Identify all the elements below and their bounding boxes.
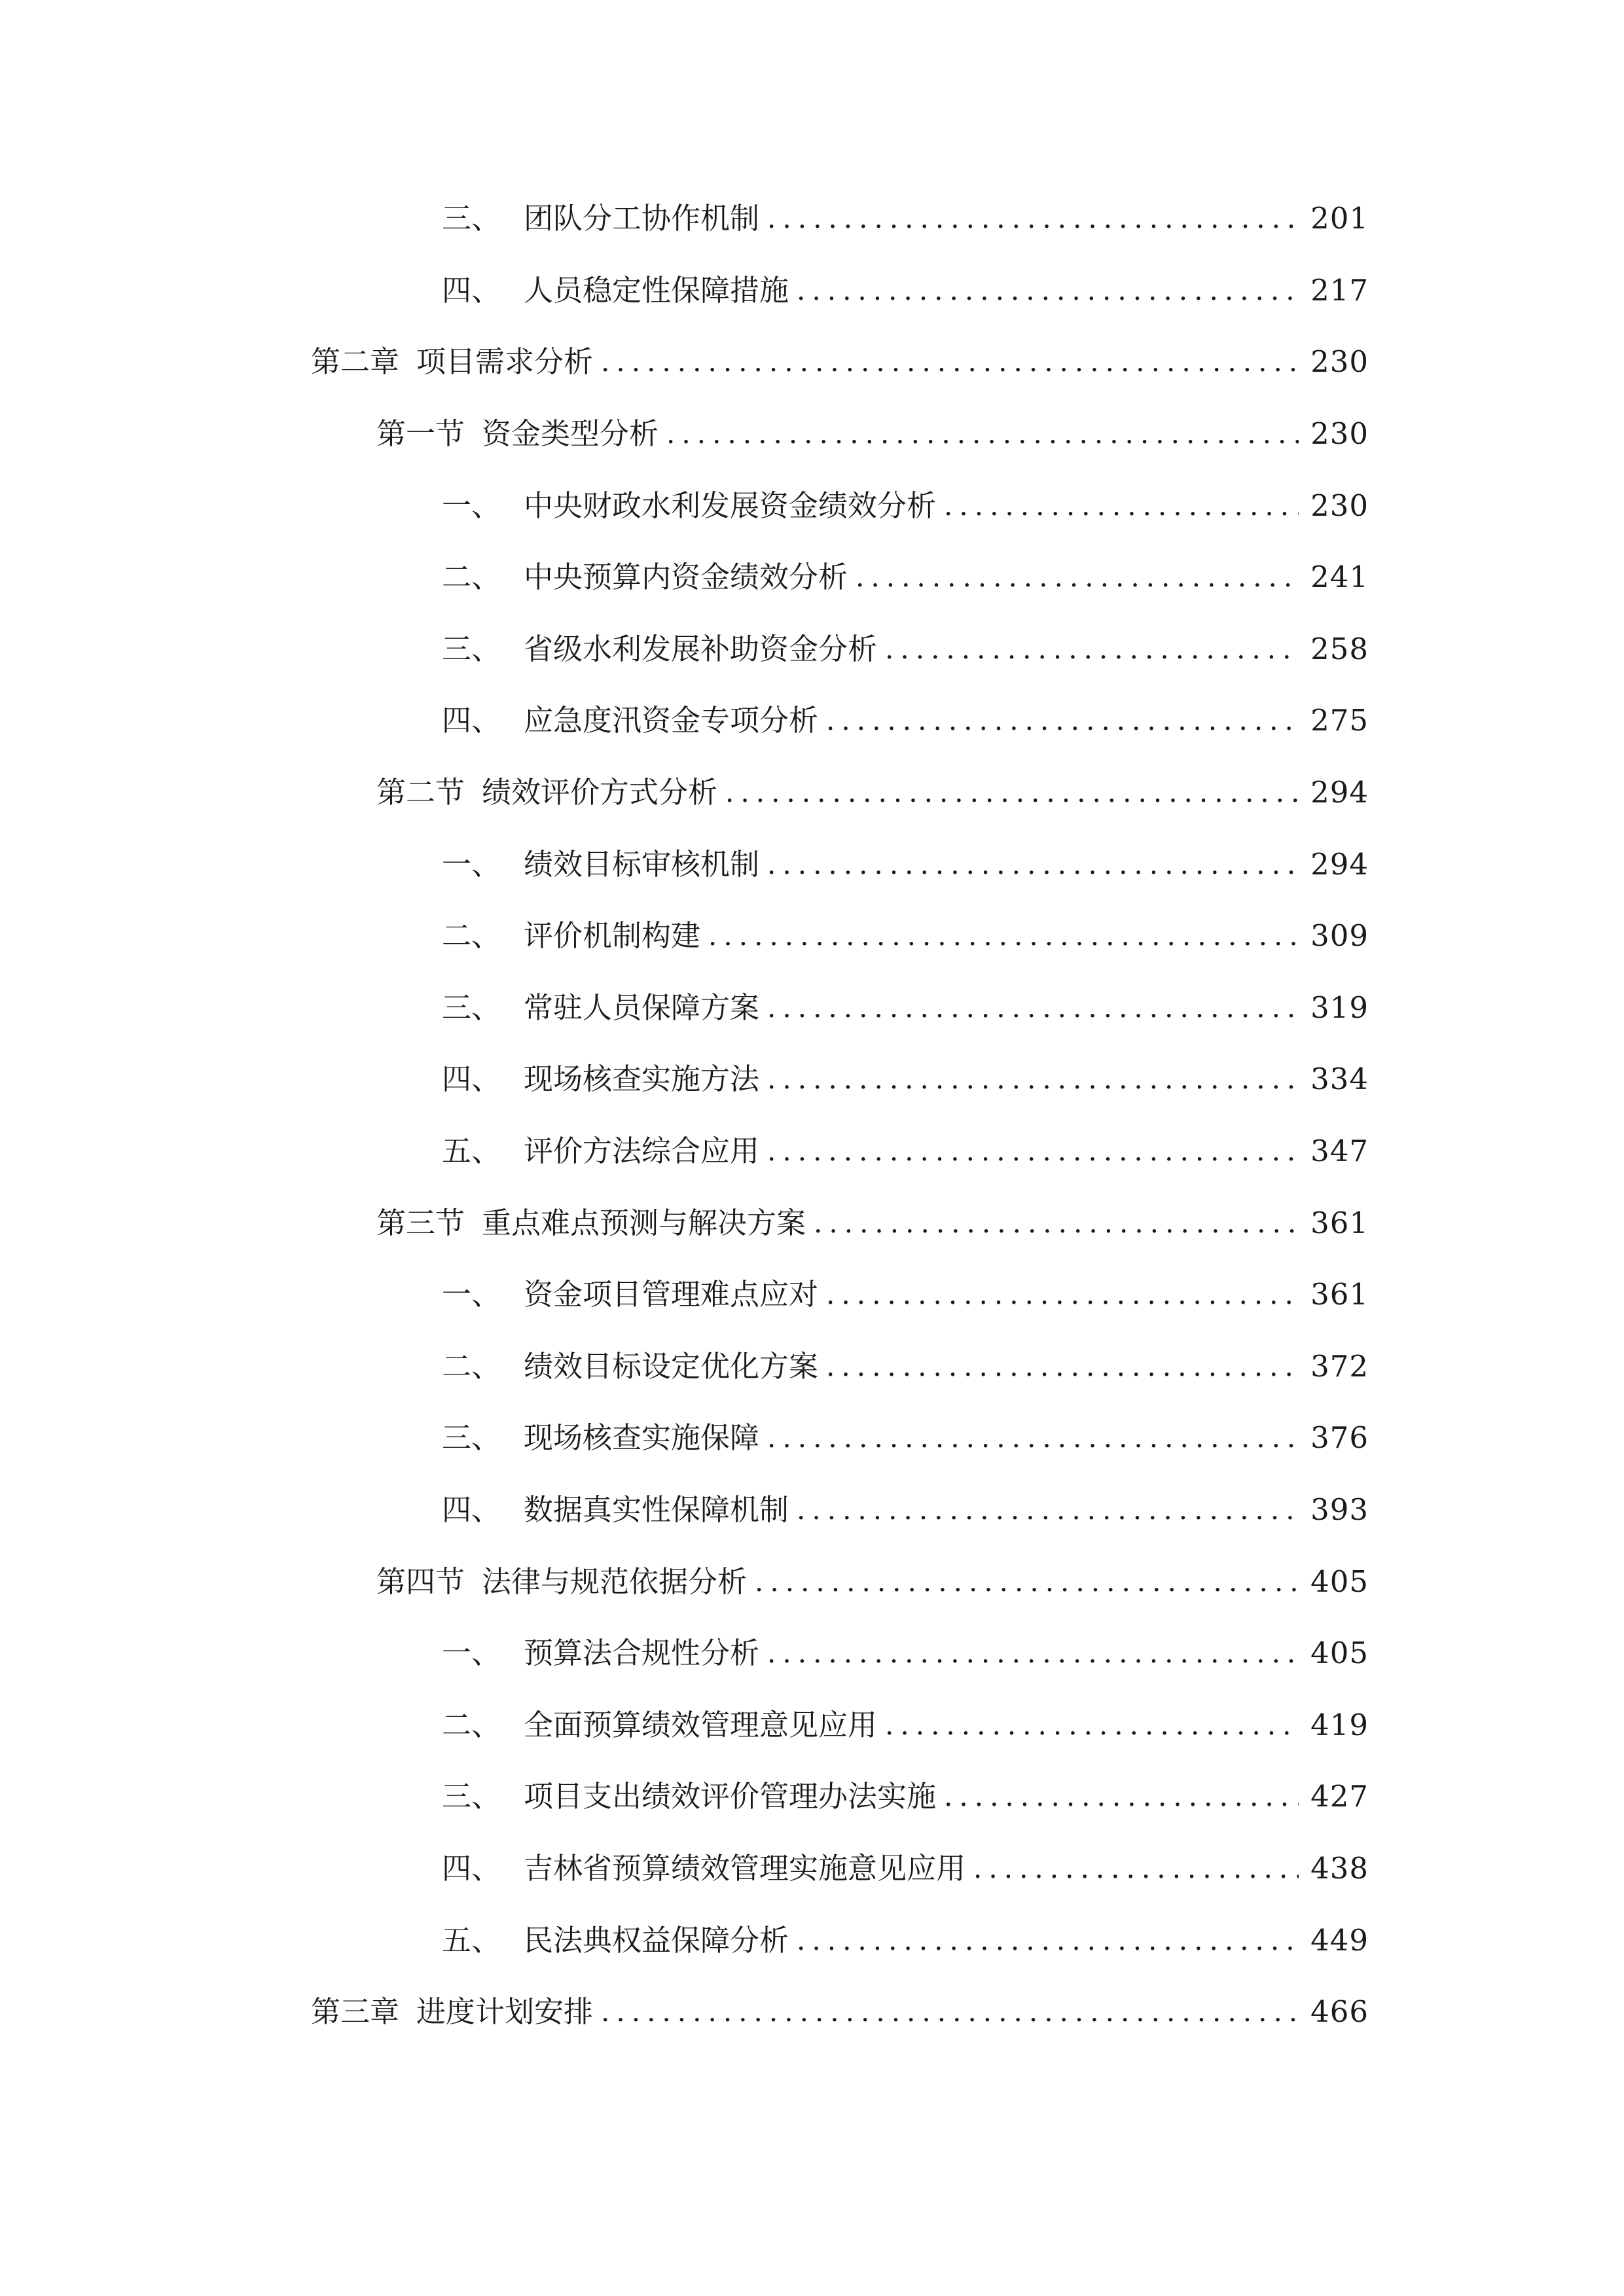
toc-entry-title: 团队分工协作机制 — [524, 201, 760, 236]
toc-section-title: 绩效评价方式分析 — [482, 775, 718, 810]
dot-leader — [725, 769, 1299, 816]
dot-leader — [767, 1056, 1299, 1103]
toc-entry-page: 241 — [1310, 560, 1369, 594]
toc-entry-page: 427 — [1310, 1779, 1369, 1814]
toc-entry-page: 372 — [1310, 1349, 1369, 1384]
toc-entry-title: 现场核查实施保障 — [524, 1420, 760, 1455]
toc-section-entry[interactable] — [376, 1200, 1369, 1247]
dot-leader — [601, 1988, 1299, 2036]
toc-entry-number: 一、 — [442, 847, 501, 882]
toc-entry-title: 应急度汛资金专项分析 — [524, 703, 819, 738]
dot-leader — [755, 1558, 1299, 1605]
toc-entry-number: 一、 — [442, 1636, 501, 1670]
toc-entry-page: 449 — [1310, 1923, 1369, 1958]
toc-entry-title: 评价机制构建 — [524, 918, 701, 953]
dot-leader — [601, 338, 1299, 386]
dot-leader — [708, 912, 1299, 960]
toc-entry-number: 一、 — [442, 488, 501, 523]
toc-chapter-title: 项目需求分析 — [416, 344, 594, 379]
toc-entry-page: 405 — [1310, 1636, 1369, 1670]
toc-entry-title: 绩效目标审核机制 — [524, 847, 760, 882]
toc-chapter-number: 第二章 — [311, 344, 400, 379]
toc-entry-title: 预算法合规性分析 — [524, 1636, 760, 1670]
toc-entry-title: 省级水利发展补助资金分析 — [524, 632, 878, 666]
toc-entry[interactable] — [442, 1630, 1369, 1677]
dot-leader — [767, 984, 1299, 1031]
toc-entry[interactable] — [442, 554, 1369, 601]
toc-entry-page: 376 — [1310, 1420, 1369, 1455]
toc-entry-page: 309 — [1310, 918, 1369, 953]
toc-entry[interactable] — [442, 1128, 1369, 1175]
toc-entry[interactable] — [442, 841, 1369, 888]
dot-leader — [767, 1630, 1299, 1677]
toc-entry-page: 258 — [1310, 632, 1369, 666]
toc-entry[interactable] — [442, 984, 1369, 1031]
toc-entry-number: 三、 — [442, 632, 501, 666]
dot-leader — [826, 1343, 1299, 1390]
toc-entry-title: 民法典权益保障分析 — [524, 1923, 789, 1958]
toc-entry-number: 四、 — [442, 1851, 501, 1886]
toc-chapter-number: 第三章 — [311, 1994, 400, 2029]
toc-entry-page: 334 — [1310, 1062, 1369, 1096]
toc-entry-title: 中央财政水利发展资金绩效分析 — [524, 488, 937, 523]
toc-entry-number: 三、 — [442, 201, 501, 236]
toc-section-number: 第三节 — [376, 1206, 465, 1240]
toc-entry[interactable] — [442, 1845, 1369, 1892]
dot-leader — [826, 1271, 1299, 1318]
toc-entry-page: 294 — [1310, 847, 1369, 882]
toc-section-title: 法律与规范依据分析 — [482, 1564, 748, 1599]
toc-entry-page: 466 — [1310, 1994, 1369, 2029]
toc-entry-number: 四、 — [442, 273, 501, 308]
dot-leader — [944, 1773, 1299, 1820]
toc-entry[interactable] — [442, 1343, 1369, 1390]
dot-leader — [767, 1414, 1299, 1462]
toc-entry[interactable] — [442, 1414, 1369, 1462]
toc-entry-number: 二、 — [442, 560, 501, 594]
toc-entry-page: 230 — [1310, 416, 1369, 451]
toc-entry-title: 吉林省预算绩效管理实施意见应用 — [524, 1851, 966, 1886]
toc-entry-title: 现场核查实施方法 — [524, 1062, 760, 1096]
toc-entry[interactable] — [442, 1773, 1369, 1820]
toc-entry-title: 全面预算绩效管理意见应用 — [524, 1708, 878, 1742]
toc-entry-title: 常驻人员保障方案 — [524, 990, 760, 1025]
toc-chapter-title: 进度计划安排 — [416, 1994, 594, 2029]
toc-entry[interactable] — [442, 1486, 1369, 1534]
toc-entry[interactable] — [442, 697, 1369, 744]
toc-entry-page: 419 — [1310, 1708, 1369, 1742]
toc-section-title: 资金类型分析 — [482, 416, 659, 451]
toc-entry[interactable] — [442, 1271, 1369, 1318]
toc-entry[interactable] — [442, 1917, 1369, 1964]
dot-leader — [666, 410, 1299, 457]
toc-entry-page: 230 — [1310, 488, 1369, 523]
dot-leader — [767, 1128, 1299, 1175]
toc-entry-title: 人员稳定性保障措施 — [524, 273, 789, 308]
toc-entry-page: 230 — [1310, 344, 1369, 379]
toc-entry-page: 393 — [1310, 1492, 1369, 1527]
toc-entry-number: 三、 — [442, 1779, 501, 1814]
toc-entry-title: 资金项目管理难点应对 — [524, 1277, 819, 1312]
toc-entry-title: 数据真实性保障机制 — [524, 1492, 789, 1527]
toc-entry[interactable] — [442, 1702, 1369, 1749]
dot-leader — [797, 267, 1299, 314]
toc-entry[interactable] — [442, 482, 1369, 529]
toc-entry-number: 一、 — [442, 1277, 501, 1312]
toc-section-entry[interactable] — [376, 410, 1369, 457]
dot-leader — [797, 1486, 1299, 1534]
toc-entry-page: 275 — [1310, 703, 1369, 738]
dot-leader — [885, 626, 1299, 673]
toc-entry-page: 361 — [1310, 1206, 1369, 1240]
toc-entry-page: 319 — [1310, 990, 1369, 1025]
toc-section-entry[interactable] — [376, 769, 1369, 816]
toc-entry-number: 二、 — [442, 918, 501, 953]
toc-entry-page: 201 — [1310, 201, 1369, 236]
toc-entry-title: 中央预算内资金绩效分析 — [524, 560, 848, 594]
toc-section-title: 重点难点预测与解决方案 — [482, 1206, 806, 1240]
toc-entry-number: 五、 — [442, 1923, 501, 1958]
dot-leader — [797, 1917, 1299, 1964]
toc-entry-number: 二、 — [442, 1349, 501, 1384]
dot-leader — [767, 195, 1299, 242]
toc-chapter-entry[interactable] — [311, 1988, 1369, 2036]
toc-entry-number: 三、 — [442, 1420, 501, 1455]
toc-entry-number: 四、 — [442, 1062, 501, 1096]
toc-section-number: 第一节 — [376, 416, 465, 451]
dot-leader — [973, 1845, 1299, 1892]
toc-entry-title: 绩效目标设定优化方案 — [524, 1349, 819, 1384]
toc-section-number: 第四节 — [376, 1564, 465, 1599]
toc-entry[interactable] — [442, 626, 1369, 673]
toc-entry-title: 项目支出绩效评价管理办法实施 — [524, 1779, 937, 1814]
dot-leader — [767, 841, 1299, 888]
toc-entry-number: 五、 — [442, 1134, 501, 1168]
toc-entry-number: 四、 — [442, 703, 501, 738]
toc-entry-page: 217 — [1310, 273, 1369, 308]
toc-entry[interactable] — [442, 912, 1369, 960]
toc-entry-page: 405 — [1310, 1564, 1369, 1599]
toc-entry-page: 438 — [1310, 1851, 1369, 1886]
dot-leader — [944, 482, 1299, 529]
toc-section-entry[interactable] — [376, 1558, 1369, 1605]
toc-entry-number: 四、 — [442, 1492, 501, 1527]
toc-entry[interactable] — [442, 195, 1369, 242]
toc-entry-title: 评价方法综合应用 — [524, 1134, 760, 1168]
toc-entry-number: 三、 — [442, 990, 501, 1025]
toc-entry-page: 361 — [1310, 1277, 1369, 1312]
toc-entry-number: 二、 — [442, 1708, 501, 1742]
toc-section-number: 第二节 — [376, 775, 465, 810]
dot-leader — [885, 1702, 1299, 1749]
toc-entry-page: 347 — [1310, 1134, 1369, 1168]
dot-leader — [826, 697, 1299, 744]
toc-entry[interactable] — [442, 267, 1369, 314]
toc-chapter-entry[interactable] — [311, 338, 1369, 386]
toc-entry[interactable] — [442, 1056, 1369, 1103]
toc-entry-page: 294 — [1310, 775, 1369, 810]
dot-leader — [856, 554, 1299, 601]
dot-leader — [814, 1200, 1299, 1247]
